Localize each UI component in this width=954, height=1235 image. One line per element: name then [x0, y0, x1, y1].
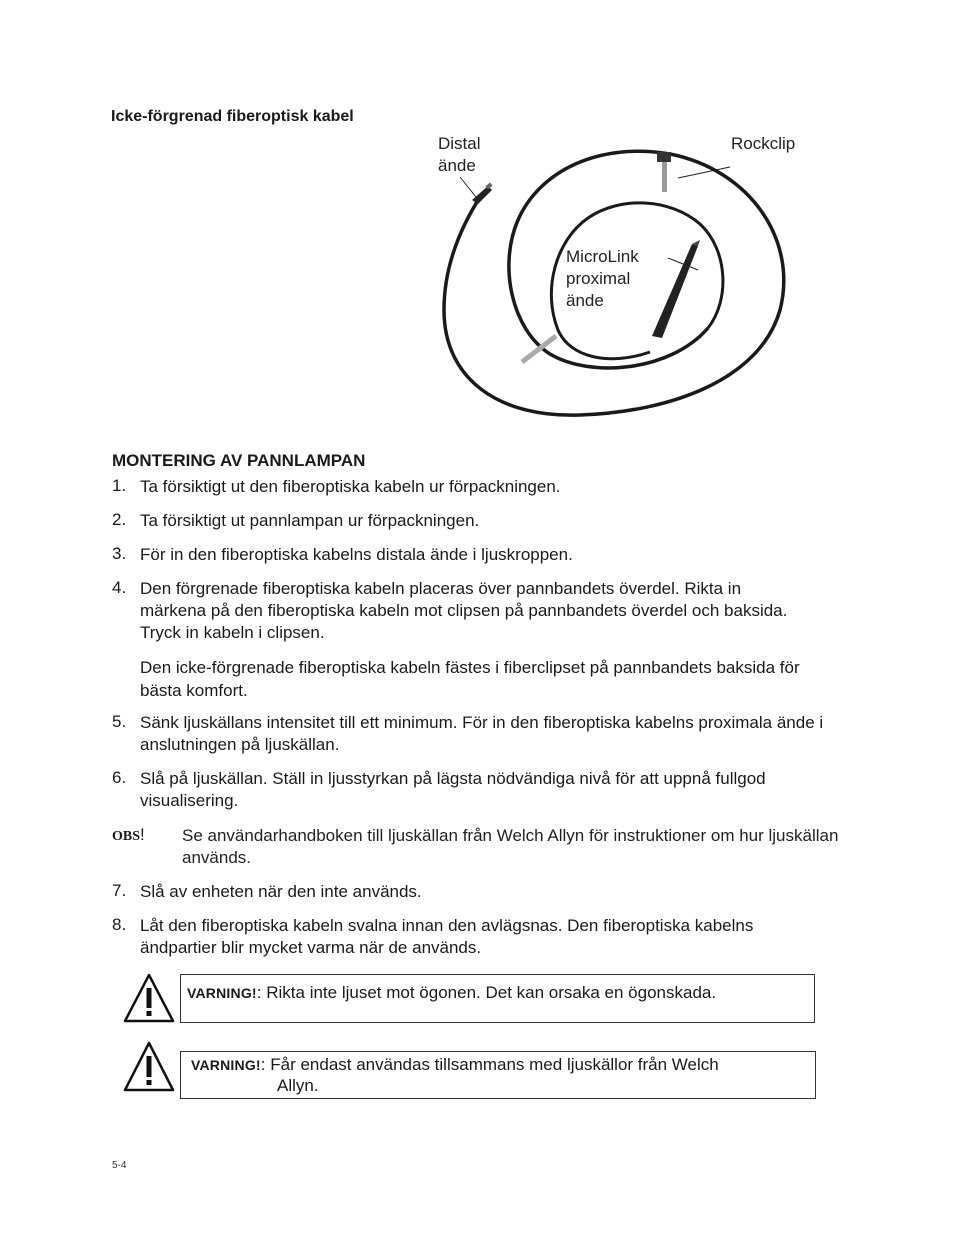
step-5-number: 5. — [112, 712, 127, 731]
microlink-label-line3: ände — [566, 291, 604, 310]
warning-2-content — [191, 1055, 719, 1075]
step-7-text: Slå av enheten när den inte används. — [140, 882, 422, 901]
step-1-text: Ta försiktigt ut den fiberoptiska kabeln ur förpackningen. — [140, 477, 561, 496]
step-2-text: Ta försiktigt ut pannlampan ur förpackningen. — [140, 511, 480, 530]
rockclip-body — [657, 152, 671, 162]
step-1-number: 1. — [112, 476, 127, 495]
step-4-continuation: Den icke-förgrenade fiberoptiska kabeln fästes i fiberclipset på pannbandets baksida för bästa komfort. — [140, 658, 800, 700]
warning-1-text: : Rikta inte ljuset mot ögonen. Det kan orsaka en ögonskada. — [256, 983, 717, 1002]
step-4-number: 4. — [112, 578, 127, 597]
step-4-text: Den förgrenade fiberoptiska kabeln placeras över pannbandets överdel. Rikta in märkena på den fiberoptiska kabeln mot clipsen på pannbandets överdel och baksida. Tryck in kabeln i clipsen. — [140, 579, 788, 642]
microlink-label-line2: proximal — [566, 269, 631, 288]
step-5-text: Sänk ljuskällans intensitet till ett minimum. För in den fiberoptiska kabelns proximala ände i anslutningen på ljuskällan. — [140, 713, 824, 754]
step-8-number: 8. — [112, 915, 127, 934]
cable-outer-loop — [444, 151, 784, 415]
step-6-number: 6. — [112, 768, 127, 787]
step-3-number: 3. — [112, 544, 127, 563]
note-text: Se användarhandboken till ljuskällan från Welch Allyn för instruktioner om hur ljuskällan används. — [182, 826, 839, 867]
warning-1-content — [187, 983, 716, 1003]
warning-1-label: VARNING! — [187, 985, 257, 1001]
note-label — [112, 825, 145, 845]
microlink-label-line1: MicroLink — [566, 247, 639, 266]
warning-triangle-icon — [122, 1040, 176, 1094]
cable-sleeve — [522, 336, 556, 362]
microlink-connector — [652, 244, 698, 338]
rockclip-label: Rockclip — [731, 134, 796, 153]
note-obs: OBS — [112, 829, 141, 844]
step-2-number: 2. — [112, 510, 127, 529]
step-6-text: Slå på ljuskällan. Ställ in ljusstyrkan på lägsta nödvändiga nivå för att uppnå fullgod visualisering. — [140, 769, 766, 810]
section-title: MONTERING AV PANNLAMPAN — [112, 451, 366, 470]
rockclip-stem — [662, 162, 667, 192]
warning-2-label: VARNING! — [191, 1057, 261, 1073]
warning-triangle-icon — [122, 972, 176, 1024]
distal-label-line1: Distal — [438, 134, 481, 153]
distal-label-line2: ände — [438, 156, 476, 175]
warning-box-1 — [180, 974, 815, 1023]
warning-2-text: : Får endast användas tillsammans med ljuskällor från Welch — [260, 1055, 719, 1074]
warning-box-2 — [180, 1051, 816, 1099]
step-3-text: För in den fiberoptiska kabelns distala ände i ljuskroppen. — [140, 545, 573, 564]
step-7-number: 7. — [112, 881, 127, 900]
note-mark: ! — [140, 825, 145, 844]
warning-2-text-line2: Allyn. — [277, 1076, 319, 1095]
fiberoptic-cable-illustration — [430, 140, 830, 430]
cable-inner-loop — [551, 203, 723, 359]
figure-title: Icke-förgrenad fiberoptisk kabel — [111, 108, 354, 125]
distal-leader-line — [460, 177, 476, 197]
page-number: 5-4 — [112, 1160, 127, 1171]
step-8-text: Låt den fiberoptiska kabeln svalna innan den avlägsnas. Den fiberoptiska kabelns ändpartier blir mycket varma när de används. — [140, 916, 754, 957]
